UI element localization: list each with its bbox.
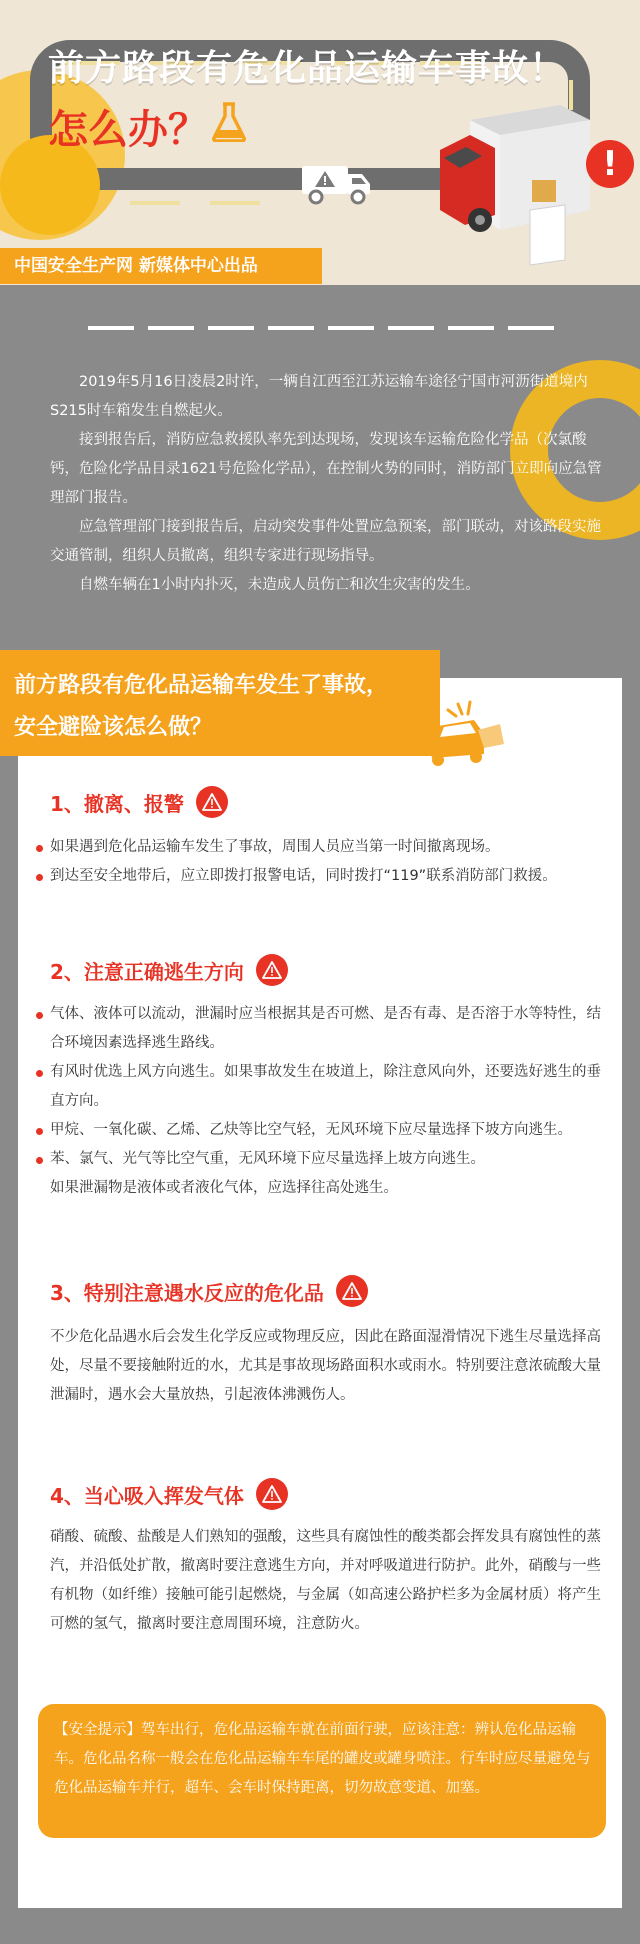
car-crash-icon xyxy=(418,700,508,772)
list-item: 有风时优选上风方向逃生。如果事故发生在坡道上，除注意风向外，还要选好逃生的垂直方向。 xyxy=(36,1058,612,1116)
list-item: 苯、氯气、光气等比空气重，无风环境下应尽量选择上坡方向逃生。 xyxy=(36,1145,612,1174)
source-label: 中国安全生产网 新媒体中心出品 xyxy=(0,248,322,284)
page-subtitle: 怎么办？ xyxy=(48,107,208,153)
section-heading: 3、特别注意遇水反应的危化品 xyxy=(50,1275,368,1307)
section-heading: 4、当心吸入挥发气体 xyxy=(50,1478,288,1510)
warning-icon xyxy=(256,954,288,986)
list-item: 气体、液体可以流动，泄漏时应当根据其是否可燃、是否有毒、是否溶于水等特性，结合环境因素选择逃生路线。 xyxy=(36,1000,612,1058)
intro-paragraph: 应急管理部门接到报告后，启动突发事件处置应急预案，部门联动，对该路段实施交通管制，组织人员撤离，组织专家进行现场指导。 xyxy=(50,519,601,564)
intro-text xyxy=(50,368,610,600)
list-item: 甲烷、一氧化碳、乙烯、乙炔等比空气轻，无风环境下应尽量选择下坡方向逃生。 xyxy=(36,1116,612,1145)
intro-paragraph: 2019年5月16日凌晨2时许，一辆自江西至江苏运输车途径宁国市河沥街道境内S215时车箱发生自燃起火。 xyxy=(50,374,588,419)
truck-illustration xyxy=(440,100,600,270)
section-list xyxy=(36,1000,612,1203)
page-title: 前方路段有危化品运输车事故！ xyxy=(48,48,567,89)
list-item: 到达至安全地带后，应立即拨打报警电话，同时拨打“119”联系消防部门救援。 xyxy=(36,862,612,891)
hazard-truck-icon xyxy=(300,160,374,206)
section-text: 不少危化品遇水后会发生化学反应或物理反应，因此在路面湿滑情况下逃生尽量选择高处，尽量不要接触附近的水，尤其是事故现场路面积水或雨水。特别要注意浓硫酸大量泄漏时，遇水会大量放热，引起液体沸溅伤人。 xyxy=(50,1329,601,1403)
safety-tips-box: 【安全提示】驾车出行，危化品运输车就在前面行驶，应该注意：辨认危化品运输车。危化品名称一般会在危化品运输车车尾的罐皮或罐身喷注。行车时应尽量避免与危化品运输车并行，超车、会车时保持距离，切勿故意变道、加塞。 xyxy=(38,1704,606,1838)
intro-paragraph: 接到报告后，消防应急救援队率先到达现场，发现该车运输危险化学品（次氯酸钙，危险化学品目录1621号危险化学品），在控制火势的同时，消防部门立即向应急管理部门报告。 xyxy=(50,432,602,506)
flask-icon xyxy=(212,102,246,142)
section-list xyxy=(36,833,612,891)
section-text: 硝酸、硫酸、盐酸是人们熟知的强酸，这些具有腐蚀性的酸类都会挥发具有腐蚀性的蒸汽，并沿低处扩散，撤离时要注意逃生方向，并对呼吸道进行防护。此外，硝酸与一些有机物（如纤维）接触可能引起燃烧，与金属（如高速公路护栏多为金属材质）将产生可燃的氢气，撤离时要注意周围环境，注意防火。 xyxy=(50,1529,601,1632)
section-heading: 1、撤离、报警 xyxy=(50,786,228,818)
list-item: 如果泄漏物是液体或者液化气体，应选择往高处逃生。 xyxy=(50,1180,398,1196)
section-banner: 前方路段有危化品运输车发生了事故， 安全避险该怎么做？ xyxy=(0,650,440,756)
warning-icon xyxy=(196,786,228,818)
list-item: 如果遇到危化品运输车发生了事故，周围人员应当第一时间撤离现场。 xyxy=(36,833,612,862)
divider-dashes xyxy=(88,326,556,330)
intro-paragraph: 自燃车辆在1小时内扑灭，未造成人员伤亡和次生灾害的发生。 xyxy=(79,577,480,593)
warning-icon xyxy=(256,1478,288,1510)
section-heading: 2、注意正确逃生方向 xyxy=(50,954,288,986)
header-banner xyxy=(0,0,640,285)
alert-icon: ! xyxy=(586,140,634,188)
warning-icon xyxy=(336,1275,368,1307)
